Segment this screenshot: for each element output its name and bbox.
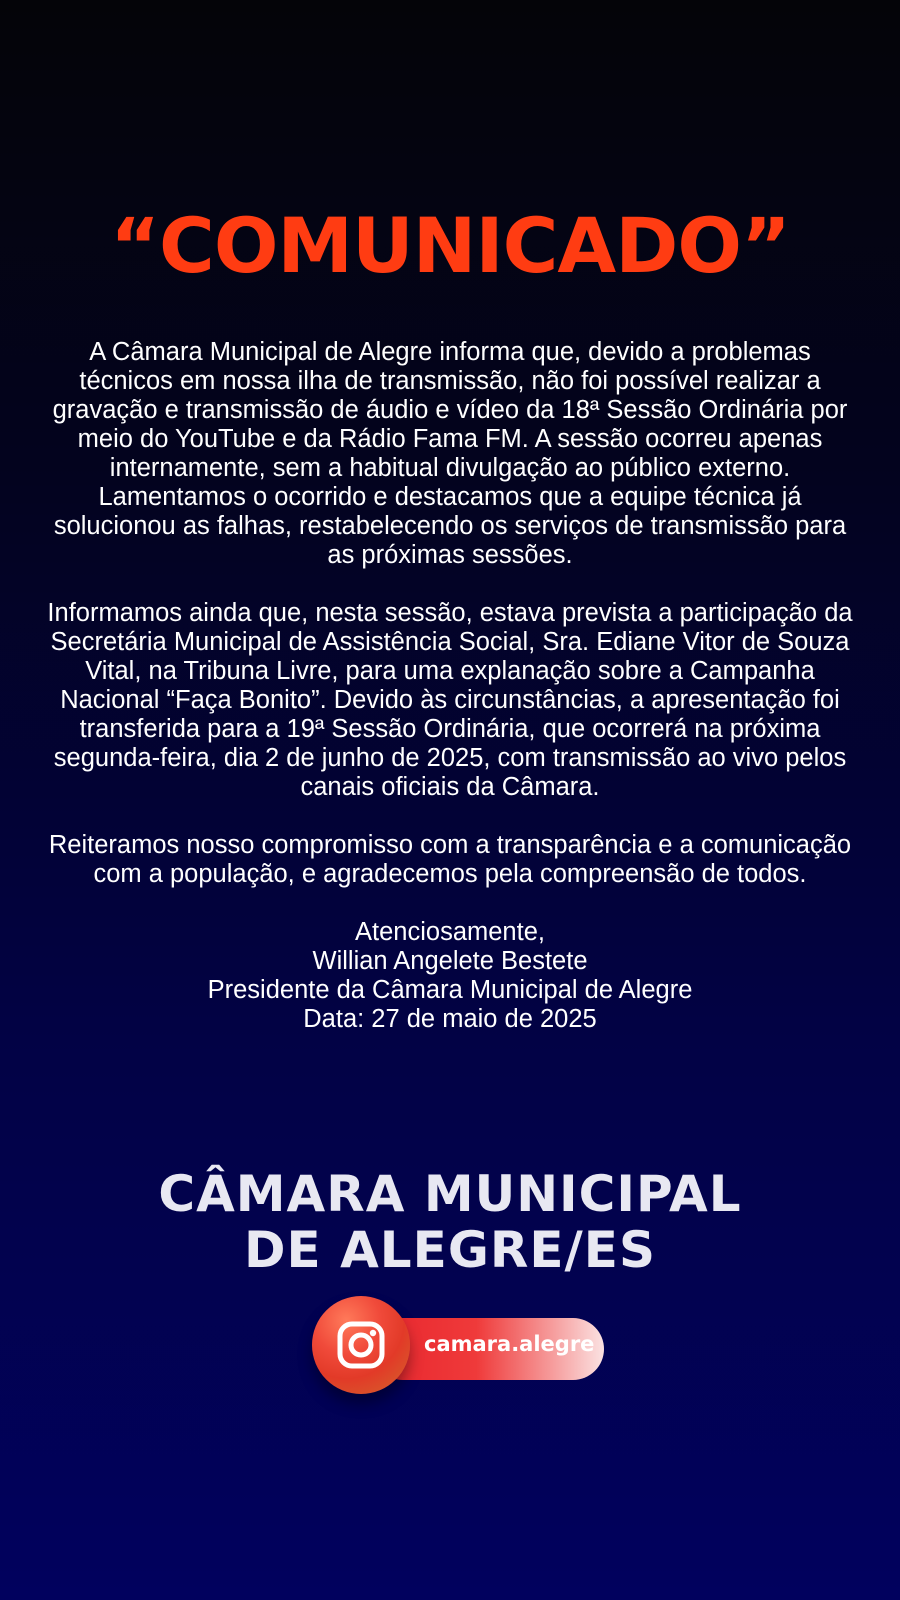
organization-name bbox=[0, 1166, 900, 1278]
instagram-icon bbox=[312, 1296, 410, 1394]
spacer bbox=[40, 802, 860, 831]
paragraph-apology: Lamentamos o ocorrido e destacamos que a equipe técnica já solucionou as falhas, restabelecendo os serviços de transmissão para as próximas sessões. bbox=[53, 483, 847, 569]
organization-line-2: DE ALEGRE/ES bbox=[244, 1221, 656, 1279]
page-title: “COMUNICADO” bbox=[110, 201, 790, 290]
paragraph-rescheduling: Informamos ainda que, nesta sessão, estava prevista a participação da Secretária Municipal de Assistência Social, Sra. Ediane Vitor de Souza Vital, na Tribuna Livre, para uma explanação sobre a Campanha Nacional “Faça Bonito”. Devido às circunstâncias, a apresentação foi transferida para a 19ª Sessão Ordinária, que ocorrerá na próxima segunda-feira, dia 2 de junho de 2025, com transmissão ao vivo pelos canais oficiais da Câmara. bbox=[47, 599, 853, 801]
paragraph-commitment: Reiteramos nosso compromisso com a transparência e a comunicação com a população, e agradecemos pela compreensão de todos. bbox=[48, 831, 852, 888]
signature-closing: Atenciosamente, bbox=[355, 918, 545, 946]
signature-name: Willian Angelete Bestete bbox=[312, 947, 588, 975]
spacer bbox=[40, 889, 860, 918]
signature-role: Presidente da Câmara Municipal de Alegre bbox=[207, 976, 693, 1004]
spacer bbox=[40, 570, 860, 599]
instagram-handle-badge[interactable] bbox=[312, 1296, 606, 1406]
paragraph-technical-problems: A Câmara Municipal de Alegre informa que, devido a problemas técnicos em nossa ilha de transmissão, não foi possível realizar a gravação e transmissão de áudio e vídeo da 18ª Sessão Ordinária por meio do YouTube e da Rádio Fama FM. A sessão ocorreu apenas internamente, sem a habitual divulgação ao público externo. bbox=[52, 338, 848, 482]
signature-date: Data: 27 de maio de 2025 bbox=[303, 1005, 597, 1033]
organization-line-1: CÂMARA MUNICIPAL bbox=[158, 1165, 742, 1223]
instagram-handle: camara.alegre bbox=[424, 1332, 595, 1356]
announcement-body bbox=[40, 338, 860, 1034]
